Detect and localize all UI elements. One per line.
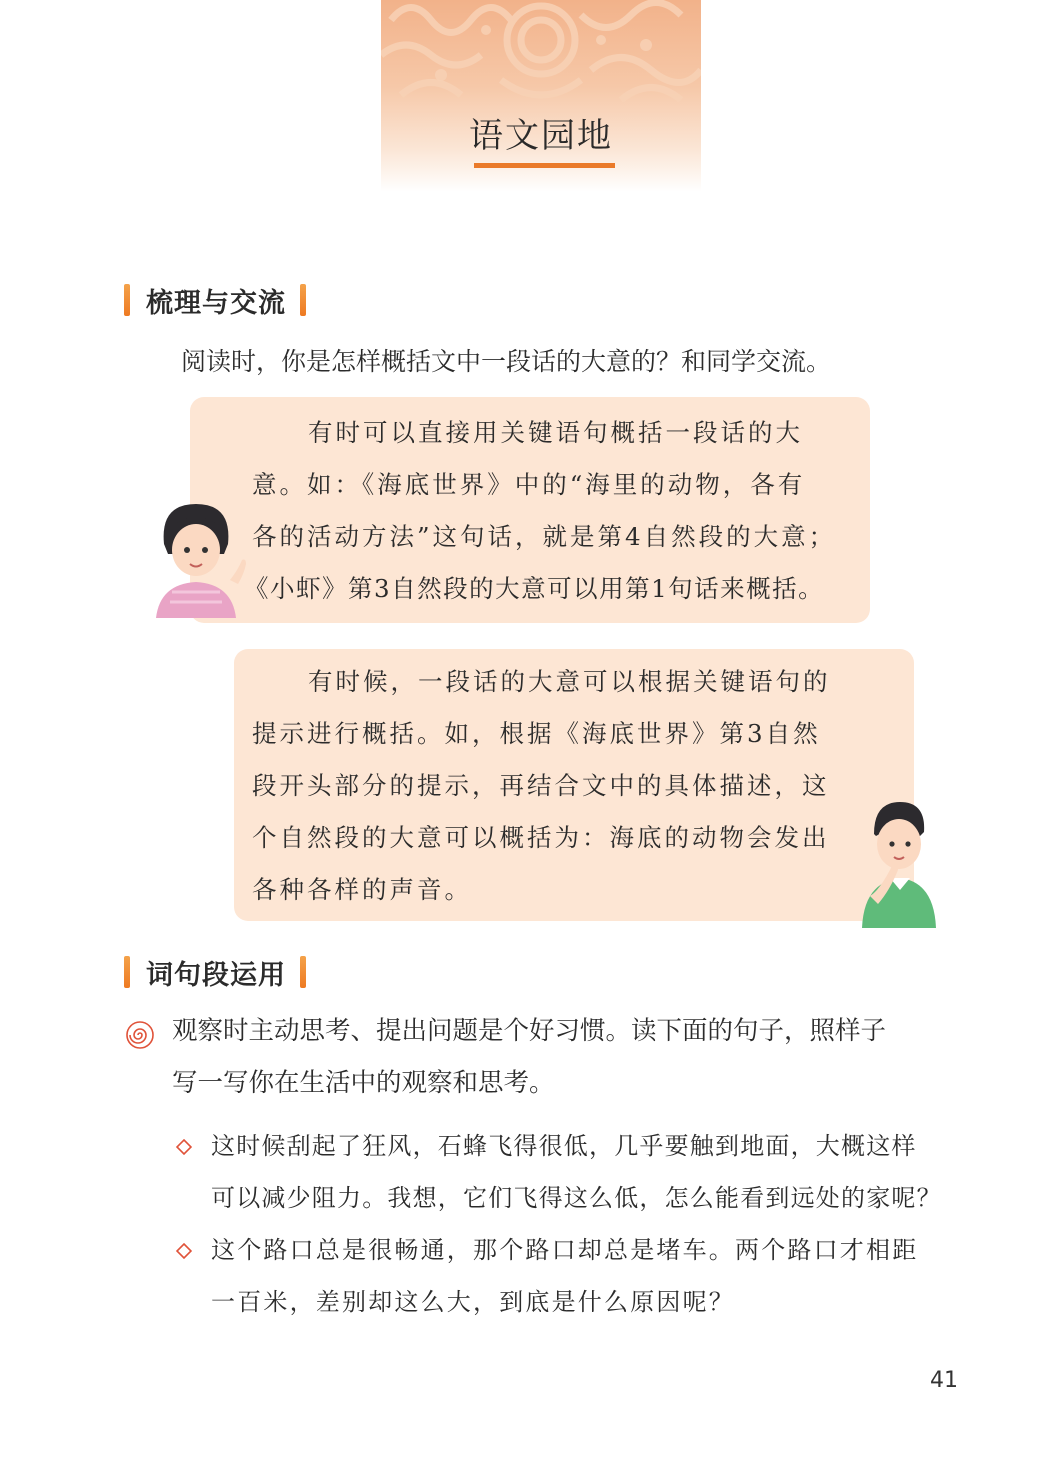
task-instruction [172,1005,886,1109]
tip-line: 各的活动方法”这句话，就是第4自然段的大意； [252,522,837,551]
tip-line: 有时可以直接用关键语句概括一段话的大 [308,418,803,447]
intro-question: 阅读时，你是怎样概括文中一段话的大意的？和同学交流。 [181,347,832,376]
tip-text-2 [252,656,831,916]
tip-line: 《小虾》第3自然段的大意可以用第1句话来概括。 [244,574,825,603]
diamond-icon [176,1139,192,1155]
spiral-icon [125,1020,155,1050]
example-line: 这时候刮起了狂风，石蜂飞得很低，几乎要触到地面，大概这样 [211,1132,917,1160]
boy-illustration [856,800,940,928]
task-line: 写一写你在生活中的观察和思考。 [172,1068,555,1098]
tip-line: 有时候，一段话的大意可以根据关键语句的 [308,667,831,696]
tip-line: 意。如：《海底世界》中的“海里的动物，各有 [252,470,806,499]
tip-line: 各种各样的声音。 [252,875,472,904]
task-line: 观察时主动思考、提出问题是个好习惯。读下面的句子，照样子 [172,1016,887,1046]
example-line: 一百米，差别却这么大，到底是什么原因呢？ [211,1288,735,1316]
section-heading-usage [124,952,306,992]
page-title: 语文园地 [469,116,613,156]
tip-line: 个自然段的大意可以概括为：海底的动物会发出 [252,823,830,852]
heading-bar-right [300,284,306,316]
section-title: 梳理与交流 [146,287,286,319]
title-underline [474,163,615,168]
heading-bar-right [300,956,306,988]
example-2 [211,1224,918,1328]
example-line: 这个路口总是很畅通，那个路口却总是堵车。两个路口才相距 [211,1236,919,1264]
section-title: 词句段运用 [146,959,286,991]
example-1 [211,1120,942,1224]
tip-line: 段开头部分的提示，再结合文中的具体描述，这 [252,771,830,800]
example-line: 可以减少阻力。我想，它们飞得这么低，怎么能看到远处的家呢？ [211,1184,942,1212]
diamond-icon [176,1243,192,1259]
heading-bar-left [124,284,130,316]
tip-line: 提示进行概括。如，根据《海底世界》第3自然 [252,719,821,748]
heading-bar-left [124,956,130,988]
page-number: 41 [930,1368,958,1393]
girl-illustration [142,500,252,618]
tip-text-1 [244,407,837,615]
section-heading-sorting [124,280,306,320]
